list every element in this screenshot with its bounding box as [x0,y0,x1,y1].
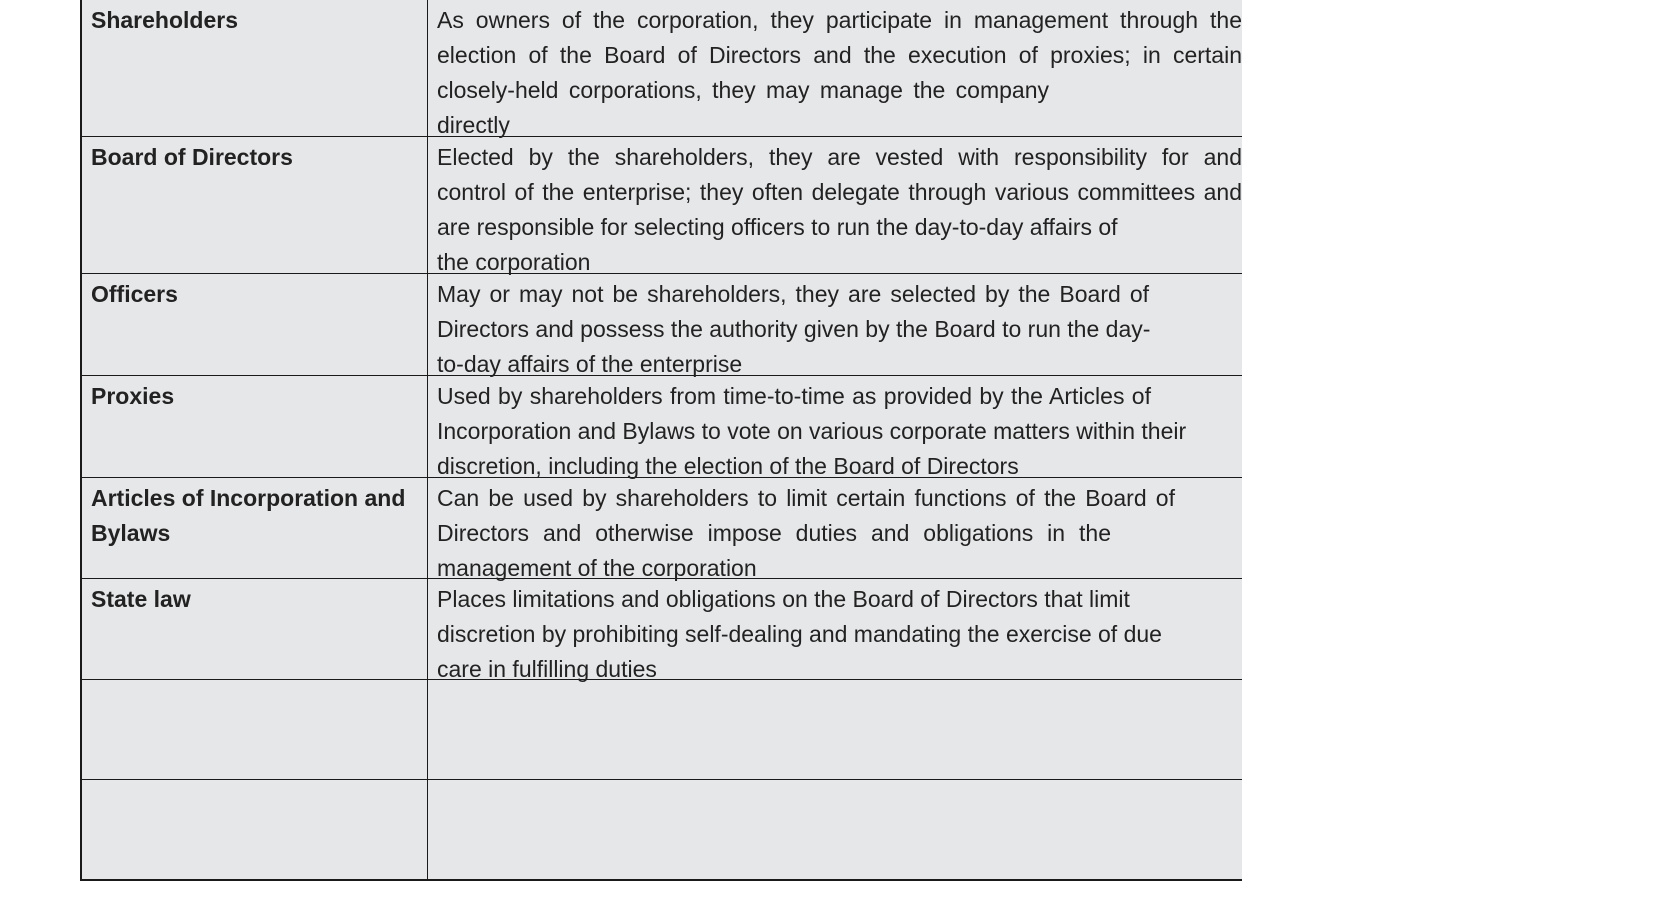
row-term: Board of Directors [82,137,428,273]
row-description [428,274,1242,375]
description-line: Incorporation and Bylaws to vote on various corporate matters within their [437,418,1187,444]
governance-table [80,0,1242,881]
row-description [428,478,1242,581]
description-line: directly [437,112,510,138]
description-line: to-day affairs of the enterprise [437,351,743,377]
description-line: election of the Board of Directors and the execution of proxies; in certain [437,42,1242,68]
row-description [428,579,1242,682]
description-line: Can be used by shareholders to limit certain functions of the Board of [437,485,1175,511]
row-term [82,680,428,779]
description-line: Directors and possess the authority given by the Board to run the day- [437,316,1151,342]
table-row [82,274,1242,376]
description-line: management of the corporation [437,555,757,581]
row-term [82,780,428,879]
row-description [428,0,1242,136]
table-row [82,579,1242,680]
table-row [82,376,1242,478]
row-term: Proxies [82,376,428,477]
description-line: the corporation [437,249,591,275]
table-row [82,137,1242,274]
row-term: Articles of Incorporation and Bylaws [82,478,428,578]
description-line: As owners of the corporation, they participate in management through the [437,7,1242,33]
row-description [428,780,1242,879]
description-line: discretion by prohibiting self-dealing and mandating the exercise of due [437,621,1162,647]
description-line: Places limitations and obligations on the Board of Directors that limit [437,586,1130,612]
description-line: Elected by the shareholders, they are vested with responsibility for and [437,144,1242,170]
row-description [428,137,1242,273]
row-term: State law [82,579,428,679]
description-line: care in fulfilling duties [437,656,657,682]
row-term: Officers [82,274,428,375]
table-row [82,680,1242,780]
description-line: discretion, including the election of the Board of Directors [437,453,1019,479]
row-description [428,376,1242,477]
table-row [82,478,1242,579]
row-description [428,680,1242,779]
description-line: Used by shareholders from time-to-time as provided by the Articles of [437,383,1151,409]
description-line: control of the enterprise; they often delegate through various committees and [437,179,1242,205]
row-term: Shareholders [82,0,428,136]
table-row [82,0,1242,137]
description-line: are responsible for selecting officers to run the day-to-day affairs of [437,214,1118,240]
description-line: May or may not be shareholders, they are selected by the Board of [437,281,1149,307]
description-line: closely-held corporations, they may manage the company [437,77,1049,103]
description-line: Directors and otherwise impose duties and obligations in the [437,520,1111,546]
table-row [82,780,1242,879]
